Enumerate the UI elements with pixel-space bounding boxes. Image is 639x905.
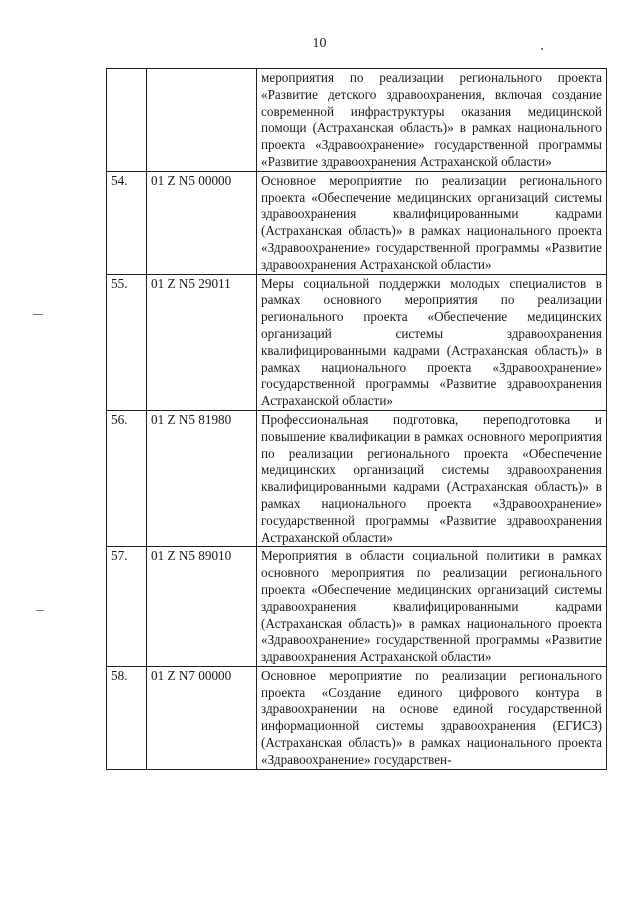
table-row	[107, 666, 607, 769]
scan-speck	[33, 314, 43, 315]
table-row	[107, 547, 607, 667]
row-number-cell: 57.	[107, 547, 147, 667]
budget-classification-table	[106, 68, 607, 770]
target-code-cell: 01 Z N5 89010	[147, 547, 257, 667]
description-cell: Основное мероприятие по реализации регионального проекта «Обеспечение медицинских организаций системы здравоохранения квалифицированными кадрами (Астраханская область)» в рамках национального проекта «Здравоохранение» государственной программы «Развитие здравоохранения Астраханской области»	[257, 171, 607, 274]
description-cell: Меры социальной поддержки молодых специалистов в рамках основного мероприятия по реализации регионального проекта «Обеспечение медицинских организаций системы здравоохранения квалифицированными кадрами (Астраханская область)» в рамках национального проекта «Здравоохранение» государственной программы «Развитие здравоохранения Астраханской области»	[257, 274, 607, 410]
target-code-cell: 01 Z N5 81980	[147, 410, 257, 546]
table-row	[107, 274, 607, 410]
scan-speck	[541, 48, 543, 50]
page-number: 10	[312, 36, 327, 51]
description-cell: мероприятия по реализации регионального проекта «Развитие детского здравоохранения, включая создание современной инфраструктуры оказания медицинской помощи (Астраханская область)» в рамках национального проекта «Здравоохранение» государственной программы «Развитие здравоохранения Астраханской области»	[257, 69, 607, 172]
row-number-cell: 58.	[107, 666, 147, 769]
table-row	[107, 171, 607, 274]
target-code-cell: 01 Z N7 00000	[147, 666, 257, 769]
table-row	[107, 69, 607, 172]
target-code-cell: 01 Z N5 00000	[147, 171, 257, 274]
target-code-cell: 01 Z N5 29011	[147, 274, 257, 410]
description-cell: Мероприятия в области социальной политики в рамках основного мероприятия по реализации регионального проекта «Обеспечение медицинских организаций системы здравоохранения квалифицированными кадрами (Астраханская область)» в рамках национального проекта «Здравоохранение» государственной программы «Развитие здравоохранения Астраханской области»	[257, 547, 607, 667]
row-number-cell: 56.	[107, 410, 147, 546]
row-number-cell	[107, 69, 147, 172]
table-row	[107, 410, 607, 546]
row-number-cell: 54.	[107, 171, 147, 274]
description-cell: Профессиональная подготовка, переподготовка и повышение квалификации в рамках основного мероприятия по реализации регионального проекта «Обеспечение медицинских организаций системы здравоохранения квалифицированными кадрами (Астраханская область)» в рамках национального проекта «Здравоохранение» государственной программы «Развитие здравоохранения Астраханской области»	[257, 410, 607, 546]
description-cell: Основное мероприятие по реализации регионального проекта «Создание единого цифрового контура в здравоохранении на основе единой государственной информационной системы здравоохранения (ЕГИСЗ) (Астраханская область)» в рамках национального проекта «Здравоохранение» государствен-	[257, 666, 607, 769]
scan-speck	[36, 610, 44, 611]
target-code-cell	[147, 69, 257, 172]
row-number-cell: 55.	[107, 274, 147, 410]
